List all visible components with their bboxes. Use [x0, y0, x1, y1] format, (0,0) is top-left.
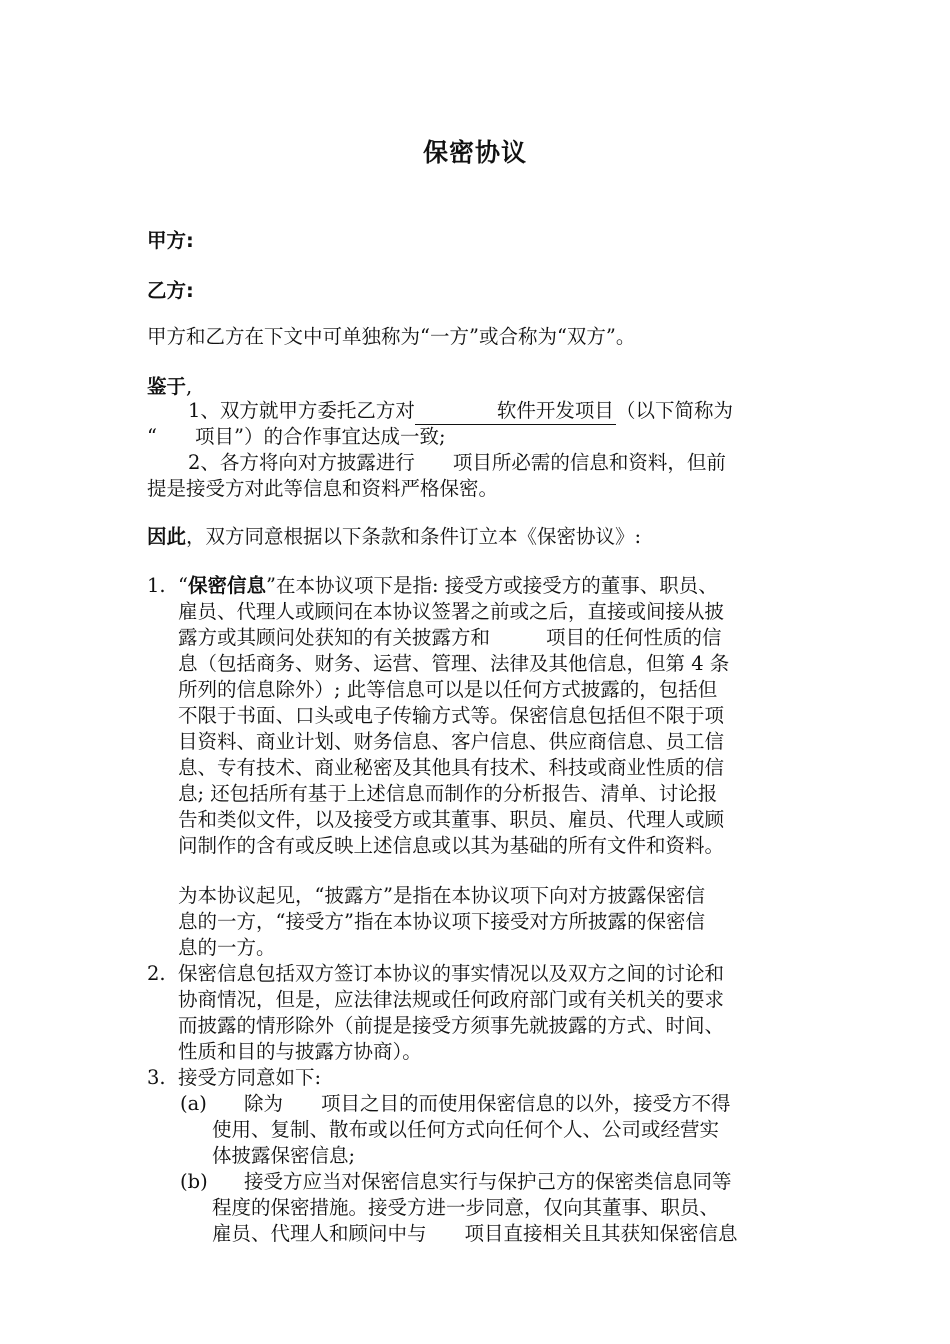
clause-1-line2: 雇员、代理人或顾问在本协议签署之前或之后，直接或间接从披: [178, 600, 725, 623]
subclause-a-line3: 体披露保密信息;: [212, 1144, 356, 1167]
subclause-b-line1: 接受方应当对保密信息实行与保护己方的保密类信息同等: [244, 1170, 732, 1193]
clause-1b-line2: 息的一方，“接受方”指在本协议项下接受对方所披露的保密信: [178, 910, 705, 933]
clause-1-number: 1.: [147, 574, 166, 597]
whereas-label: 鉴于: [147, 375, 187, 398]
whereas-1-text-b: （以下简称为: [615, 399, 733, 422]
intro-paragraph: 甲方和乙方在下文中可单独称为“一方”或合称为“双方”。: [147, 325, 636, 348]
clause-2-line1: 保密信息包括双方签订本协议的事实情况以及双方之间的讨论和: [178, 962, 725, 985]
clause-2-line2: 协商情况，但是，应法律法规或任何政府部门或有关机关的要求: [178, 988, 725, 1011]
clause-1-line9: 息; 还包括所有基于上述信息而制作的分析报告、清单、讨论报: [178, 782, 718, 805]
clause-1-line11: 问制作的含有或反映上述信息或以其为基础的所有文件和资料。: [178, 834, 725, 857]
clause-1-line3: [178, 625, 722, 651]
clause-1-line4: 息（包括商务、财务、运营、管理、法律及其他信息，但第 4 条: [178, 652, 730, 675]
whereas-2-line1: [188, 450, 726, 476]
clause-2-number: 2.: [147, 962, 166, 985]
whereas-2-text-a: 2、各方将向对方披露进行: [188, 451, 415, 474]
subclause-b-label: (b): [180, 1170, 208, 1193]
clause-2-line3: 而披露的情形除外（前提是接受方须事先就披露的方式、时间、: [178, 1014, 725, 1037]
subclause-a-text-b: 项目之目的而使用保密信息的以外，接受方不得: [321, 1092, 731, 1115]
clause-1-quote: “: [178, 574, 188, 597]
whereas-1-line1: [188, 398, 733, 425]
clause-1-term: 保密信息: [187, 574, 266, 597]
whereas-comma: ,: [186, 375, 193, 398]
clause-1-line10: 告和类似文件，以及接受方或其董事、职员、雇员、代理人或顾: [178, 808, 725, 831]
clause-1b-line1: 为本协议起见，“披露方”是指在本协议项下向对方披露保密信: [178, 884, 705, 907]
clause-1-line7: 目资料、商业计划、财务信息、客户信息、供应商信息、员工信: [178, 730, 725, 753]
clause-1-line1: [178, 573, 718, 599]
subclause-b-text-b: 项目直接相关且其获知保密信息: [464, 1222, 738, 1245]
therefore-label: 因此: [147, 525, 187, 548]
subclause-b-text-a: 雇员、代理人和顾问中与: [212, 1222, 427, 1245]
subclause-b-line3: [212, 1221, 738, 1247]
clause-1-text: ”在本协议项下是指: 接受方或接受方的董事、职员、: [266, 574, 718, 597]
clause-2-line4: 性质和目的与披露方协商）。: [178, 1040, 422, 1063]
clause-1-line6: 不限于书面、口头或电子传输方式等。保密信息包括但不限于项: [178, 704, 725, 727]
subclause-b-line2: 程度的保密措施。接受方进一步同意，仅向其董事、职员、: [212, 1196, 720, 1219]
party-b-label: 乙方:: [147, 279, 194, 302]
clause-1-line3-a: 露方或其顾问处获知的有关披露方和: [178, 626, 491, 649]
whereas-1-text-a: 1、双方就甲方委托乙方对: [188, 399, 415, 422]
therefore-paragraph: [147, 524, 641, 550]
clause-3-number: 3.: [147, 1066, 166, 1089]
whereas-1-quote: “: [147, 425, 157, 448]
whereas-2-line2: 提是接受方对此等信息和资料严格保密。: [147, 477, 499, 500]
project-name-underlined: 软件开发项目: [415, 398, 616, 425]
therefore-text: ，双方同意根据以下条款和条件订立本《保密协议》:: [186, 525, 642, 548]
clause-1-line8: 息、专有技术、商业秘密及其他具有技术、科技或商业性质的信: [178, 756, 725, 779]
clause-1b-line3: 息的一方。: [178, 936, 276, 959]
whereas-heading: [147, 374, 192, 400]
subclause-a-text-a: 除为: [244, 1092, 284, 1115]
clause-1-line5: 所列的信息除外）; 此等信息可以是以任何方式披露的，包括但: [178, 678, 718, 701]
clause-1-line3-b: 项目的任何性质的信: [546, 626, 722, 649]
party-a-label: 甲方:: [147, 229, 194, 252]
subclause-a-label: (a): [180, 1092, 207, 1115]
subclause-a-line2: 使用、复制、散布或以任何方式向任何个人、公司或经营实: [212, 1118, 720, 1141]
whereas-1-text-d: 项目”）的合作事宜达成一致;: [194, 425, 446, 448]
clause-3-line1: 接受方同意如下:: [178, 1066, 322, 1089]
whereas-2-text-b: 项目所必需的信息和资料，但前: [452, 451, 726, 474]
whereas-1-line2: [147, 424, 446, 450]
document-title: 保密协议: [422, 138, 527, 167]
subclause-a-line1: [244, 1091, 731, 1117]
